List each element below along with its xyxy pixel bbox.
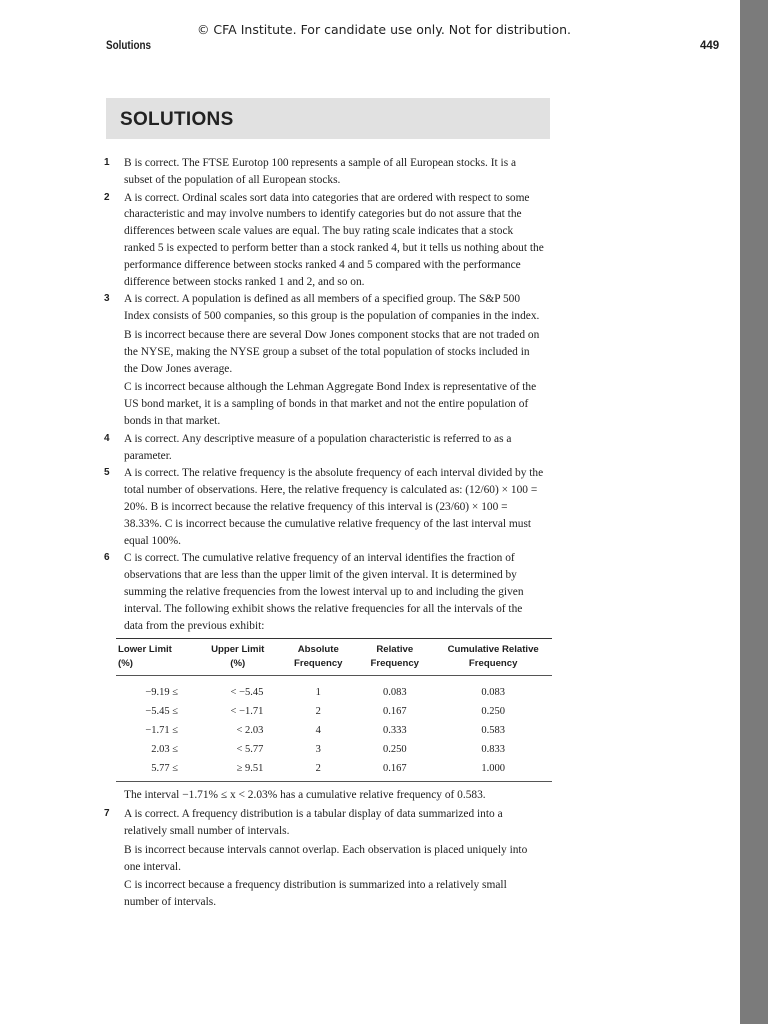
column-header-line: Upper Limit [211,644,265,656]
cumulative-frequency-cell: 0.250 [481,706,505,718]
solution-paragraph: A is correct. The relative frequency is the absolute frequency of each interval divided by the total number of observations. Here, the relative frequency is calculated as: (12/60) × 100 = 20%. B is incorrect because the relative frequency of this interval is (23/60) × 100 = 38.33%. C is incorrect because the cumulative relative frequency of the last interval must equal 100%. [124,467,544,547]
section-banner [106,98,550,139]
relative-frequency-cell: 0.250 [382,744,407,756]
table-row [116,676,552,703]
lower-limit-cell: −1.71 ≤ [145,725,179,737]
solution-number: 7 [104,808,110,820]
cumulative-frequency-cell: 1.000 [434,759,552,782]
column-header-upper-limit [194,639,281,676]
upper-limit-cell: < 5.77 [236,744,264,756]
solution-paragraph: B is incorrect because there are several Dow Jones component stocks that are not traded on the NYSE, making the NYSE group a subset of the total population of stocks included in the Dow Jones average. [124,328,540,375]
solution-3 [104,291,544,429]
frequency-table [116,638,552,782]
solution-paragraph: C is correct. The cumulative relative frequency of an interval identifies the fraction of observations that are less than the upper limit of the given interval. It is determined by summing the relative frequencies from the lowest interval up to and including the given interval. The following exhibit shows the relative frequencies for all the intervals of the data from the previous exhibit: [124,552,524,632]
column-header-line: Frequency [370,657,420,669]
table-row [116,702,552,721]
solutions-body [104,155,544,912]
absolute-frequency-cell: 3 [315,744,321,756]
solution-paragraph: A is correct. A population is defined as all members of a specified group. The S&P 500 Index consists of 500 companies, so this group is the population of companies in the index. [124,293,540,323]
column-header-line: Frequency [468,657,518,669]
solution-paragraph: A is correct. Ordinal scales sort data into categories that are ordered with respect to some characteristic and may involve numbers to identify categories but do not assure that the differences between scale values are equal. The buy rating scale indicates that a stock ranked 5 is expected to perform better than a stock ranked 4, but it tells us nothing about the performance difference between stocks ranked 4 and 5 compared with the performance difference between stocks ranked 1 and 2, and so on. [124,191,544,288]
column-header-line: (%) [118,657,133,669]
column-header-line: Lower Limit [118,644,172,656]
upper-limit-cell: < −1.71 [230,706,264,718]
solution-7 [104,806,544,911]
page-edge-bar [740,0,768,1024]
solution-paragraph: B is correct. The FTSE Eurotop 100 represents a sample of all European stocks. It is a subset of the population of all European stocks. [124,157,517,186]
solution-number: 5 [104,467,110,479]
column-header-line: Absolute [297,644,339,656]
solution-paragraph: C is incorrect because a frequency distribution is summarized into a relatively small number of intervals. [124,879,507,909]
column-header-line: Relative [376,644,414,656]
page-number: 449 [700,40,720,52]
table-row [116,759,552,782]
watermark-text: © CFA Institute. For candidate use only. Not for distribution. [196,22,572,37]
solution-1 [104,155,544,189]
solution-6 [104,550,544,634]
solution-number: 6 [104,552,110,564]
table-row [116,721,552,740]
solution-number: 1 [104,157,110,168]
solution-4 [104,431,544,465]
column-header-cumulative-relative-frequency [434,639,552,676]
solution-paragraph: B is incorrect because intervals cannot overlap. Each observation is placed uniquely into one interval. [124,843,528,873]
absolute-frequency-cell: 1 [315,687,321,699]
lower-limit-cell: 5.77 ≤ [116,759,194,782]
table-row [116,740,552,759]
cumulative-frequency-cell: 0.583 [481,725,505,737]
column-header-line: (%) [230,657,246,669]
table-note: The interval −1.71% ≤ x < 2.03% has a cumulative relative frequency of 0.583. [124,789,486,802]
column-header-line: Cumulative Relative [447,644,539,656]
solution-number: 2 [104,191,110,203]
column-header-relative-frequency [355,639,434,676]
relative-frequency-cell: 0.083 [382,687,407,699]
lower-limit-cell: −5.45 ≤ [145,706,179,718]
upper-limit-cell: ≥ 9.51 [194,759,281,782]
column-header-line: Frequency [294,657,343,669]
table-header-row [116,639,552,676]
solution-paragraph: A is correct. A frequency distribution is a tabular display of data summarized into a relatively small number of intervals. [124,808,503,837]
solution-paragraph: A is correct. Any descriptive measure of a population characteristic is referred to as a parameter. [124,432,512,462]
upper-limit-cell: < −5.45 [230,687,264,699]
absolute-frequency-cell: 2 [315,706,321,718]
solution-5 [104,465,544,549]
section-title: SOLUTIONS [120,109,234,130]
relative-frequency-cell: 0.333 [382,725,407,737]
column-header-lower-limit [116,639,194,676]
relative-frequency-cell: 0.167 [382,706,407,718]
solution-number: 4 [104,432,110,444]
solution-2 [104,190,544,291]
running-head-title: Solutions [106,40,152,52]
relative-frequency-cell: 0.167 [355,759,434,782]
lower-limit-cell: −9.19 ≤ [145,687,179,699]
cumulative-frequency-cell: 0.083 [481,687,505,699]
absolute-frequency-cell: 2 [281,759,355,782]
cumulative-frequency-cell: 0.833 [481,744,505,756]
upper-limit-cell: < 2.03 [236,725,264,737]
lower-limit-cell: 2.03 ≤ [151,744,179,756]
column-header-absolute-frequency [281,639,355,676]
solution-number: 3 [104,293,110,305]
solution-paragraph: C is incorrect because although the Lehman Aggregate Bond Index is representative of the US bond market, it is a sampling of bonds in that market and not the entire population of bonds in that market. [124,381,537,427]
absolute-frequency-cell: 4 [315,725,321,737]
